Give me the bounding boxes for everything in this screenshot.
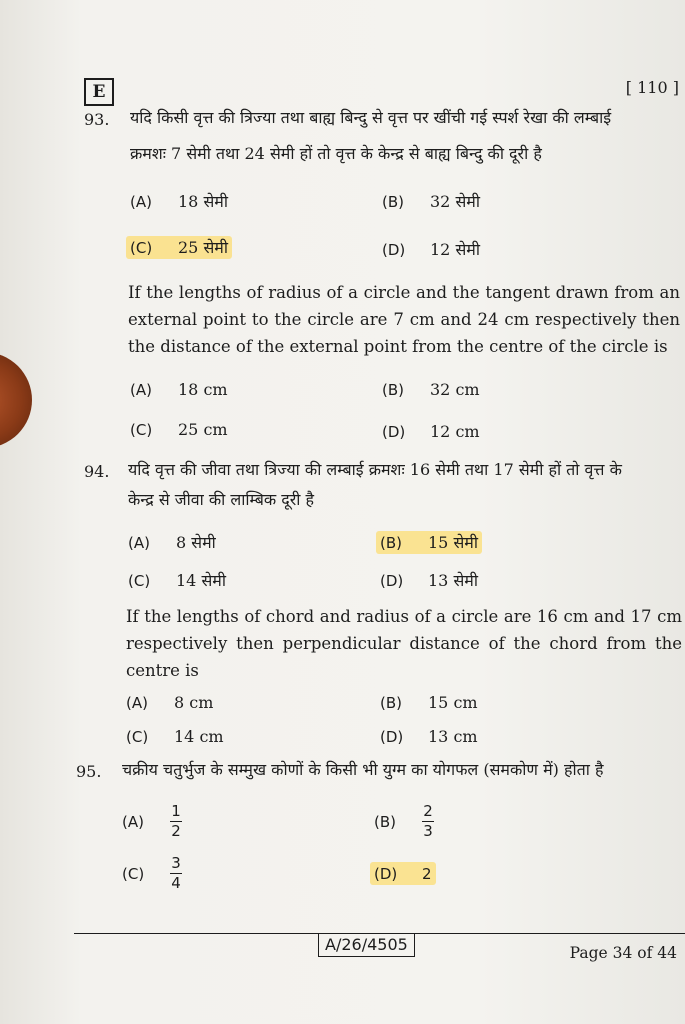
option-label: (D) [374, 865, 398, 883]
denominator: 2 [171, 822, 181, 840]
option-text: 12 सेमी [430, 240, 480, 259]
numerator: 3 [171, 854, 181, 872]
highlight-mark [376, 531, 482, 554]
option-text: 8 cm [174, 693, 214, 712]
question-hindi-line: यदि किसी वृत्त की त्रिज्या तथा बाह्य बिन्दु से वृत्त पर खींची गई स्पर्श रेखा की लम्बाई [130, 108, 612, 127]
option-text: 14 cm [174, 727, 224, 746]
question-english: If the lengths of radius of a circle and the tangent drawn from an external point to the circle are 7 cm and 24 cm respectively then the distance of the external point from the centre of the circle is [128, 283, 680, 356]
option-d [380, 569, 478, 591]
question-number: 93. [84, 110, 110, 129]
page-number: Page 34 of 44 [569, 944, 677, 962]
option-d [382, 422, 480, 441]
option-label: (C) [130, 239, 153, 257]
option-c [130, 420, 228, 439]
option-a [130, 190, 228, 212]
highlight-mark [126, 236, 232, 259]
fraction [170, 855, 182, 892]
denominator: 4 [171, 874, 181, 892]
option-label: (A) [128, 534, 150, 552]
option-label: (B) [382, 193, 404, 211]
option-label: (D) [382, 241, 406, 259]
option-label: (B) [380, 534, 402, 552]
option-text: 13 cm [428, 727, 478, 746]
question-english: If the lengths of chord and radius of a circle are 16 cm and 17 cm respectively then perpendicular distance of the chord from the centre is [126, 607, 682, 680]
option-text: 14 सेमी [176, 571, 226, 590]
option-label: (B) [382, 381, 404, 399]
numerator: 2 [423, 802, 433, 820]
option-d [380, 727, 478, 746]
option-label: (C) [122, 864, 145, 883]
option-label: (B) [374, 812, 396, 831]
option-b [374, 803, 434, 840]
question-hindi-line: यदि वृत्त की जीवा तथा त्रिज्या की लम्बाई क्रमशः 16 सेमी तथा 17 सेमी हों तो वृत्त के [128, 460, 622, 479]
option-label: (D) [380, 572, 404, 590]
option-b [380, 693, 478, 712]
option-text: 25 सेमी [178, 238, 228, 257]
option-label: (C) [126, 728, 149, 746]
option-d [382, 238, 480, 260]
option-a [126, 693, 213, 712]
option-c-highlighted [130, 236, 232, 258]
question-number: 95. [76, 762, 102, 781]
denominator: 3 [423, 822, 433, 840]
option-d-highlighted [374, 864, 436, 883]
set-code-box: E [84, 78, 114, 106]
question-hindi-line: चक्रीय चतुर्भुज के सम्मुख कोणों के किसी भी युग्म का योगफल (समकोण में) होता है [122, 760, 604, 779]
option-label: (D) [382, 423, 406, 441]
fraction [170, 803, 182, 840]
option-b-highlighted [380, 531, 482, 553]
option-text: 15 सेमी [428, 533, 478, 552]
option-b [382, 380, 480, 399]
option-c [122, 855, 182, 892]
option-text: 13 सेमी [428, 571, 478, 590]
option-text: 12 cm [430, 422, 480, 441]
option-a [122, 803, 182, 840]
thumb-shadow [0, 352, 32, 448]
option-label: (A) [126, 694, 148, 712]
option-text: 18 cm [178, 380, 228, 399]
option-label: (B) [380, 694, 402, 712]
question-number: 94. [84, 462, 110, 481]
question-hindi-line: क्रमशः 7 सेमी तथा 24 सेमी हों तो वृत्त के केन्द्र से बाह्य बिन्दु की दूरी है [130, 144, 542, 163]
option-c [126, 727, 224, 746]
option-text: 18 सेमी [178, 192, 228, 211]
option-text: 32 सेमी [430, 192, 480, 211]
option-a [128, 531, 216, 553]
option-text: 32 cm [430, 380, 480, 399]
option-label: (C) [130, 421, 153, 439]
option-label: (D) [380, 728, 404, 746]
option-text: 15 cm [428, 693, 478, 712]
option-text: 8 सेमी [176, 533, 216, 552]
question-hindi-line: केन्द्र से जीवा की लाम्बिक दूरी है [128, 490, 314, 509]
option-label: (A) [122, 812, 144, 831]
paper-code: A/26/4505 [318, 933, 415, 957]
option-label: (A) [130, 193, 152, 211]
option-b [382, 190, 480, 212]
fraction [422, 803, 434, 840]
numerator: 1 [171, 802, 181, 820]
marks-label: [ 110 ] [625, 78, 679, 97]
option-label: (A) [130, 381, 152, 399]
option-label: (C) [128, 572, 151, 590]
option-c [128, 569, 226, 591]
highlight-mark [370, 862, 436, 885]
option-text: 25 cm [178, 420, 228, 439]
option-a [130, 380, 228, 399]
option-text: 2 [422, 865, 432, 883]
